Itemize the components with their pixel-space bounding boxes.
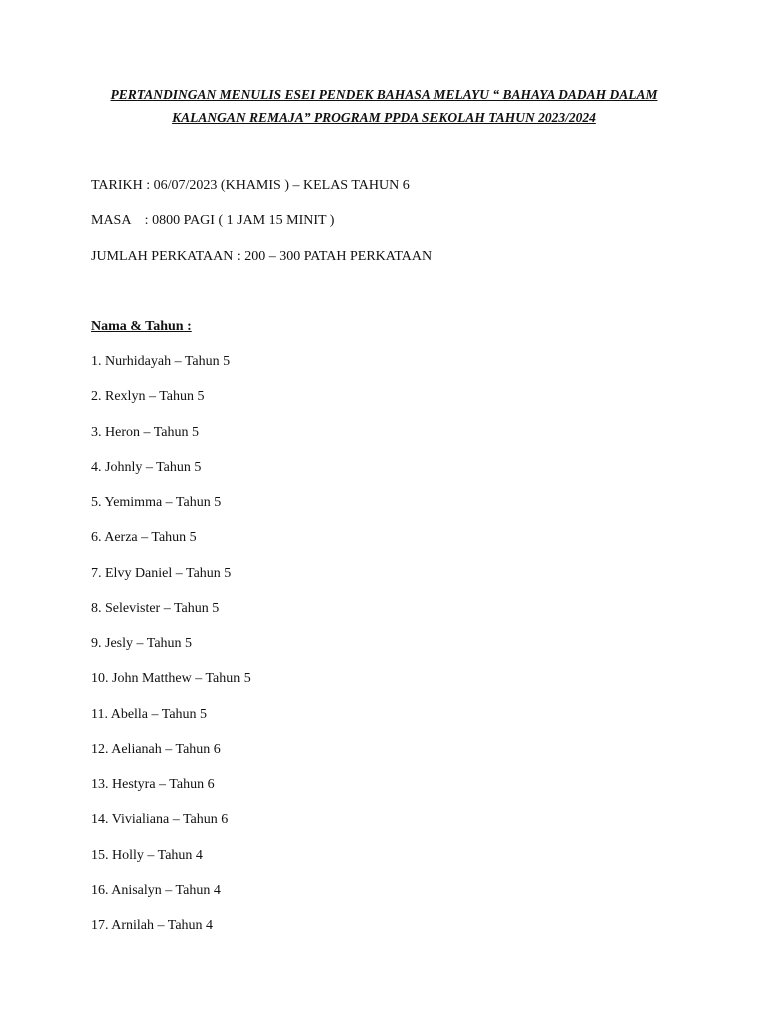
list-item: 11. Abella – Tahun 5 [91, 707, 208, 722]
info-masa: MASA : 0800 PAGI ( 1 JAM 15 MINIT ) [91, 213, 335, 228]
list-item: 3. Heron – Tahun 5 [91, 425, 200, 440]
document-title-line-1: PERTANDINGAN MENULIS ESEI PENDEK BAHASA MELAYU “ BAHAYA DADAH DALAM [110, 87, 658, 102]
list-item: 10. John Matthew – Tahun 5 [91, 671, 251, 686]
list-item: 7. Elvy Daniel – Tahun 5 [91, 566, 232, 581]
info-tarikh: TARIKH : 06/07/2023 (KHAMIS ) – KELAS TAHUN 6 [91, 178, 410, 193]
participants-heading: Nama & Tahun : [91, 319, 192, 334]
list-item: 12. Aelianah – Tahun 6 [91, 742, 221, 757]
list-item: 16. Anisalyn – Tahun 4 [91, 883, 221, 898]
list-item: 1. Nurhidayah – Tahun 5 [91, 354, 231, 369]
list-item: 8. Selevister – Tahun 5 [91, 601, 220, 616]
info-jumlah-perkataan: JUMLAH PERKATAAN : 200 – 300 PATAH PERKATAAN [91, 249, 433, 264]
list-item: 9. Jesly – Tahun 5 [91, 636, 193, 651]
list-item: 17. Arnilah – Tahun 4 [91, 918, 214, 933]
document-title-line-2: KALANGAN REMAJA” PROGRAM PPDA SEKOLAH TAHUN 2023/2024 [172, 110, 596, 125]
list-item: 14. Vivialiana – Tahun 6 [91, 812, 229, 827]
list-item: 6. Aerza – Tahun 5 [91, 530, 197, 545]
list-item: 2. Rexlyn – Tahun 5 [91, 389, 205, 404]
list-item: 5. Yemimma – Tahun 5 [91, 495, 222, 510]
list-item: 4. Johnly – Tahun 5 [91, 460, 202, 475]
list-item: 13. Hestyra – Tahun 6 [91, 777, 215, 792]
list-item: 15. Holly – Tahun 4 [91, 848, 203, 863]
